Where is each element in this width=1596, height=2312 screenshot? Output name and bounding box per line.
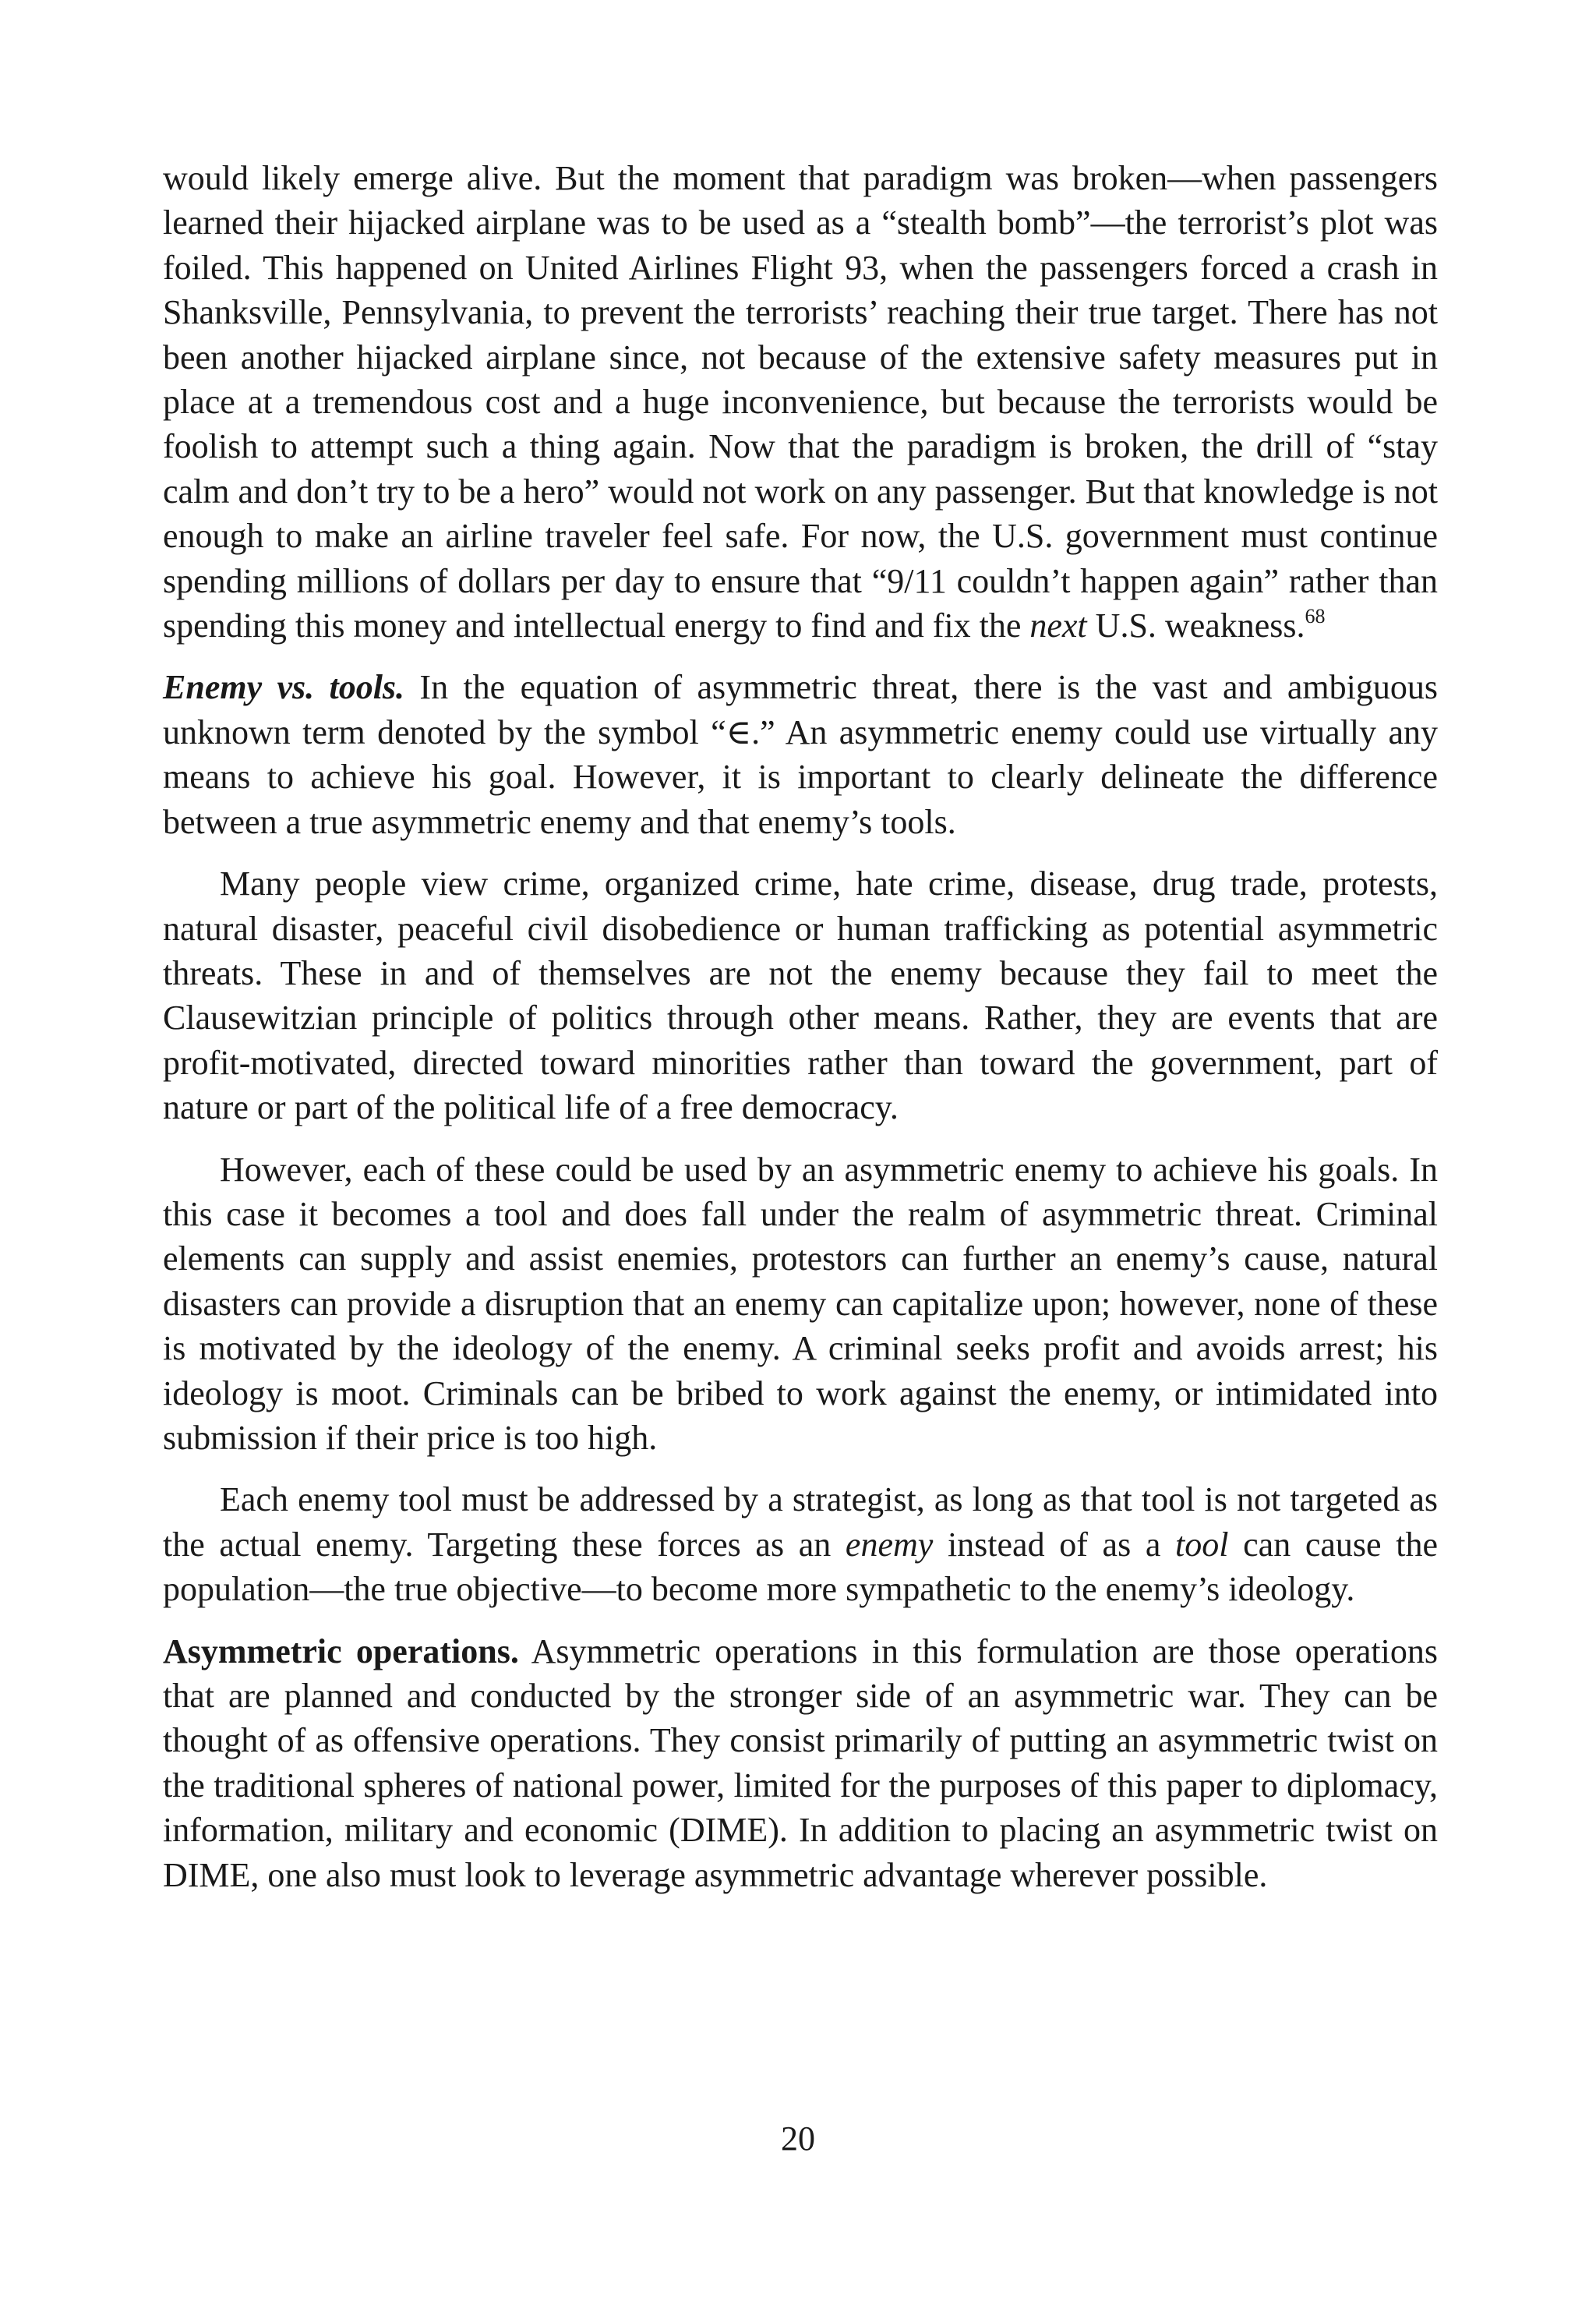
paragraph-text: would likely emerge alive. But the moment that paradigm was broken—when passengers learned their hijacked airplane was to be used as a “stealth bomb”—the terrorist’s plot was foiled. This happened on United Airlines Flight 93, when the passengers forced a crash in Shanksville, Pennsylvania, to prevent the terrorists’ reaching their true target. There has not been another hijacked airplane since, not because of the extensive safety measures put in place at a tremendous cost and a huge inconvenience, but because the terrorists would be foolish to attempt such a thing again. Now that the paradigm is broken, the drill of “stay calm and don’t try to be a hero” would not work on any passenger. But that knowledge is not enough to make an airline traveler feel safe. For now, the U.S. government must continue spending millions of dollars per day to ensure that “9/11 couldn’t happen again” rather than spending this money and intellectual energy to find and fix the xyxy=(163,159,1438,645)
paragraph-tools-usage xyxy=(163,1147,1438,1461)
paragraph-crime-threats xyxy=(163,861,1438,1129)
page-number: 20 xyxy=(781,2119,815,2158)
paragraph-text: instead of as a xyxy=(933,1525,1176,1564)
paragraph-asymmetric-operations xyxy=(163,1629,1438,1897)
paragraph-text: Many people view crime, organized crime, hate crime, disease, drug trade, protests, natural disaster, peaceful civil disobedience or human trafficking as potential asymmetric threats. These in and of themselves are not the enemy because they fail to meet the Clausewitzian principle of politics through other means. Rather, they are events that are profit-motivated, directed toward minorities rather than toward the government, part of nature or part of the political life of a free democracy. xyxy=(163,864,1438,1127)
emphasis-next: next xyxy=(1029,606,1087,645)
paragraph-text: However, each of these could be used by an asymmetric enemy to achieve his goals. In this case it becomes a tool and does fall under the realm of asymmetric threat. Criminal elements can supply and assist enemies, protestors can further an enemy’s cause, natural disasters can provide a disruption that an enemy can capitalize upon; however, none of these is motivated by the ideology of the enemy. A criminal seeks profit and avoids arrest; his ideology is moot. Criminals can be bribed to work against the enemy, or intimidated into submission if their price is too high. xyxy=(163,1150,1438,1457)
paragraph-continuation xyxy=(163,156,1438,648)
paragraph-text: Each enemy tool must be addressed by a strategist, as long as that tool is not targeted as the actual enemy. Targeting these forces as an xyxy=(163,1480,1438,1564)
emphasis-tool: tool xyxy=(1175,1525,1229,1564)
paragraph-text: In the equation of asymmetric threat, there is the vast and ambiguous unknown term denoted by the symbol “∈.” An asymmetric enemy could use virtually any means to achieve his goal. However, it is important to clearly delineate the difference between a true asymmetric enemy and that enemy’s tools. xyxy=(163,668,1438,841)
paragraph-enemy-vs-tools xyxy=(163,665,1438,844)
paragraph-enemy-tool-strategy xyxy=(163,1477,1438,1611)
page-body xyxy=(163,156,1438,1914)
footnote-reference[interactable]: 68 xyxy=(1305,605,1326,628)
paragraph-text: Asymmetric operations in this formulation are those operations that are planned and conducted by the stronger side of an asymmetric war. They can be thought of as offensive operations. They consist primarily of putting an asymmetric twist on the traditional spheres of national power, limited for the purposes of this paper to diplomacy, information, military and economic (DIME). In addition to placing an asymmetric twist on DIME, one also must look to leverage asymmetric advantage wherever possible. xyxy=(163,1631,1438,1894)
emphasis-enemy: enemy xyxy=(845,1525,934,1564)
run-in-heading-asymmetric-operations: Asymmetric operations. xyxy=(163,1631,519,1670)
run-in-heading-enemy-vs-tools: Enemy vs. tools. xyxy=(163,668,405,707)
paragraph-text: can cause the population—the true objective—to become more sympathetic to the enemy’s ideology. xyxy=(163,1525,1438,1609)
paragraph-text-tail: U.S. weakness. xyxy=(1086,606,1305,645)
